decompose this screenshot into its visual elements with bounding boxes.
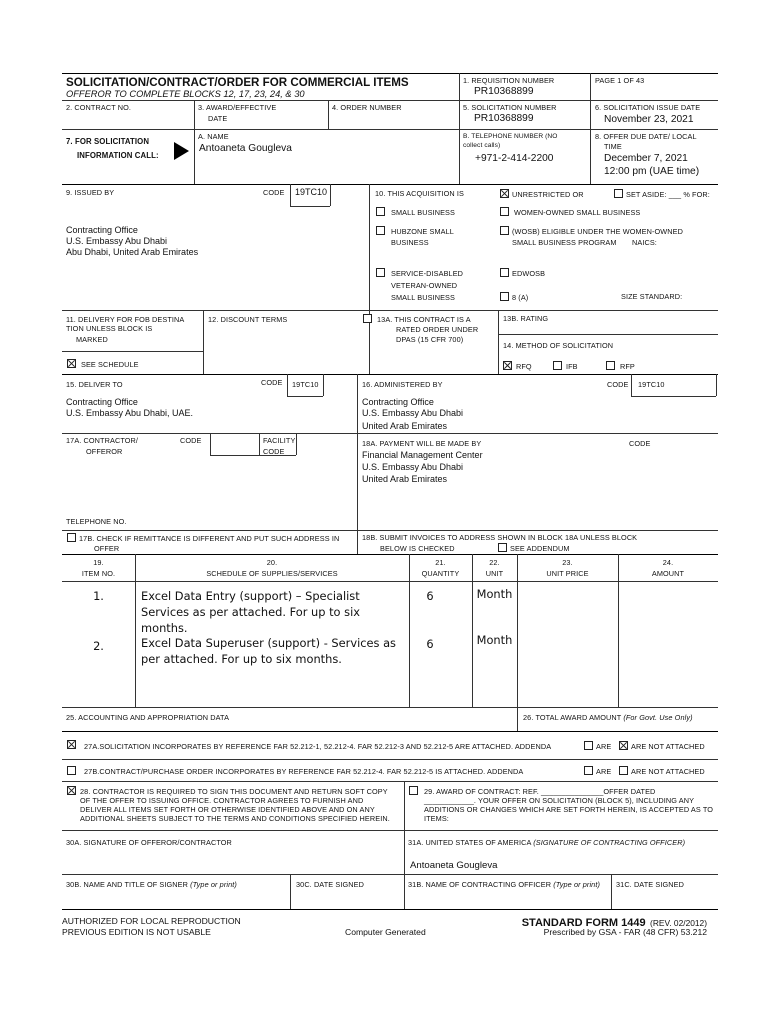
sdvosb-label-3: SMALL BUSINESS bbox=[391, 293, 455, 302]
wosb-label: WOMEN-OWNED SMALL BUSINESS bbox=[514, 208, 641, 217]
unrestricted-checkbox[interactable] bbox=[500, 189, 509, 198]
small-business-label: SMALL BUSINESS bbox=[391, 208, 455, 217]
signer-label: 30B. NAME AND TITLE OF SIGNER bbox=[66, 880, 188, 889]
item-description: Excel Data Entry (support) – Specialist Services as per attached. For up to six months. bbox=[141, 589, 360, 635]
item-quantity: 6 bbox=[426, 589, 434, 603]
29-line-2: ____________. YOUR OFFER ON SOLICITATION (BLOCK 5), INCLUDING ANY bbox=[424, 796, 695, 805]
wosb-eligible-label: (WOSB) ELIGIBLE UNDER THE WOMEN-OWNED bbox=[512, 227, 683, 236]
29-line-3: ADDITIONS OR CHANGES WHICH ARE SET FORTH HEREIN, IS ACCEPTED AS TO bbox=[424, 805, 714, 814]
col-amount: AMOUNT bbox=[651, 569, 685, 578]
delivery-fob-label: 11. DELIVERY FOR FOB DESTINA bbox=[66, 315, 185, 324]
28-line-1: 28. CONTRACTOR IS REQUIRED TO SIGN THIS DOCUMENT AND RETURN SOFT COPY bbox=[80, 787, 388, 796]
signer-note: (Type or print) bbox=[190, 880, 237, 889]
28-checkbox[interactable] bbox=[67, 786, 76, 795]
27b-are-not-checkbox[interactable] bbox=[619, 766, 628, 775]
col-schedule: SCHEDULE OF SUPPLIES/SERVICES bbox=[206, 569, 338, 578]
small-business-checkbox[interactable] bbox=[376, 207, 385, 216]
27b-are-label: ARE bbox=[596, 767, 612, 776]
contractor-code-label: CODE bbox=[180, 436, 202, 445]
rated-order-label-3: DPAS (15 CFR 700) bbox=[396, 335, 464, 344]
info-call-label: 7. FOR SOLICITATION bbox=[66, 137, 150, 146]
col-num-unit: 22. bbox=[489, 558, 500, 567]
29-line-1: 29. AWARD OF CONTRACT: REF. _______________OFFER DATED bbox=[424, 787, 656, 796]
col-num-quantity: 21. bbox=[435, 558, 446, 567]
facility-code-label-2: CODE bbox=[263, 447, 285, 456]
officer-name-label bbox=[408, 880, 600, 889]
contract-no-label: 2. CONTRACT NO. bbox=[66, 103, 132, 112]
rating-label: 13B. RATING bbox=[503, 314, 549, 323]
set-aside-label: SET ASIDE: ___ % FOR: bbox=[626, 190, 710, 199]
footer-auth: AUTHORIZED FOR LOCAL REPRODUCTION bbox=[62, 916, 241, 926]
27b-are-not-label: ARE NOT ATTACHED bbox=[631, 767, 705, 776]
issue-date-label: 6. SOLICITATION ISSUE DATE bbox=[595, 103, 701, 112]
footer-generated: Computer Generated bbox=[345, 927, 426, 937]
issued-by-line-3: Abu Dhabi, United Arab Emirates bbox=[66, 247, 199, 257]
due-date-label-2: TIME bbox=[604, 142, 622, 151]
usa-label: 31A. UNITED STATES OF AMERICA bbox=[408, 838, 532, 847]
administered-by-line-3: United Arab Emirates bbox=[362, 421, 448, 431]
hubzone-checkbox[interactable] bbox=[376, 226, 385, 235]
form-revision: (REV. 02/2012) bbox=[650, 918, 707, 928]
col-quantity: QUANTITY bbox=[421, 569, 460, 578]
27a-are-not-label: ARE NOT ATTACHED bbox=[631, 742, 705, 751]
hubzone-label: HUBZONE SMALL bbox=[391, 227, 454, 236]
col-num-schedule: 20. bbox=[266, 558, 278, 567]
solicitation-number-label: 5. SOLICITATION NUMBER bbox=[463, 103, 557, 112]
item-unit: Month bbox=[476, 587, 513, 601]
telephone-no-label: TELEPHONE NO. bbox=[66, 517, 127, 526]
rated-order-label-2: RATED ORDER UNDER bbox=[396, 325, 479, 334]
payment-label: 18A. PAYMENT WILL BE MADE BY bbox=[362, 439, 482, 448]
remittance-checkbox[interactable] bbox=[67, 533, 76, 542]
invoice-label: 18B. SUBMIT INVOICES TO ADDRESS SHOWN IN BLOCK 18A UNLESS BLOCK bbox=[362, 533, 638, 542]
footer-prev: PREVIOUS EDITION IS NOT USABLE bbox=[62, 927, 211, 937]
deliver-to-label: 15. DELIVER TO bbox=[66, 380, 123, 389]
footer-prescribed: Prescribed by GSA - FAR (48 CFR) 53.212 bbox=[543, 927, 707, 937]
telephone-label: B. TELEPHONE NUMBER (NO bbox=[463, 133, 558, 140]
administered-by-label: 16. ADMINISTERED BY bbox=[362, 380, 443, 389]
administered-by-code: 19TC10 bbox=[638, 380, 665, 389]
27b-label: 27B.CONTRACT/PURCHASE ORDER INCORPORATES BY REFERENCE FAR 52.212-4. FAR 52.212-5 IS ATTACHED. ADDENDA bbox=[84, 767, 524, 776]
see-schedule-checkbox[interactable] bbox=[67, 359, 76, 368]
col-unit-price: UNIT PRICE bbox=[546, 569, 589, 578]
see-schedule-label: SEE SCHEDULE bbox=[81, 360, 139, 369]
discount-terms-label: 12. DISCOUNT TERMS bbox=[208, 315, 288, 324]
27a-label: 27A.SOLICITATION INCORPORATES BY REFERENCE FAR 52.212-1, 52.212-4. FAR 52.212-3 AND 52.212-5 ARE ATTACHED. ADDENDA bbox=[84, 742, 552, 751]
telephone-value: +971-2-414-2200 bbox=[475, 153, 554, 164]
27a-are-not-checkbox[interactable] bbox=[619, 741, 628, 750]
issue-date-value: November 23, 2021 bbox=[604, 114, 694, 125]
award-date-label: 3. AWARD/EFFECTIVE bbox=[198, 103, 277, 112]
requisition-value: PR10368899 bbox=[474, 86, 534, 97]
eight-a-label: 8 (A) bbox=[512, 293, 529, 302]
size-standard-label: SIZE STANDARD: bbox=[621, 292, 683, 301]
item-description: Excel Data Superuser (support) - Services as per attached. For up to six months. bbox=[141, 636, 396, 666]
form-number: STANDARD FORM 1449 bbox=[521, 917, 646, 929]
form-title: SOLICITATION/CONTRACT/ORDER FOR COMMERCIAL ITEMS bbox=[66, 76, 409, 89]
col-unit: UNIT bbox=[485, 569, 504, 578]
solicitation-number-value: PR10368899 bbox=[474, 113, 534, 124]
27b-are-checkbox[interactable] bbox=[584, 766, 593, 775]
total-award-label bbox=[523, 713, 693, 722]
rfq-checkbox[interactable] bbox=[503, 361, 512, 370]
order-number-label: 4. ORDER NUMBER bbox=[332, 103, 402, 112]
offeror-date-label: 30C. DATE SIGNED bbox=[296, 880, 364, 889]
item-number: 2. bbox=[93, 639, 104, 653]
27a-are-label: ARE bbox=[596, 742, 612, 751]
item-unit: Month bbox=[476, 633, 513, 647]
wosb-eligible-checkbox[interactable] bbox=[500, 226, 509, 235]
29-checkbox[interactable] bbox=[409, 786, 418, 795]
payment-line-2: U.S. Embassy Abu Dhabi bbox=[362, 462, 464, 472]
payment-line-3: United Arab Emirates bbox=[362, 474, 448, 484]
facility-code-label: FACILITY bbox=[263, 436, 296, 445]
officer-note: (Type or print) bbox=[553, 880, 600, 889]
edwosb-checkbox[interactable] bbox=[500, 268, 509, 277]
item-number: 1. bbox=[93, 589, 104, 603]
deliver-to-line-1: Contracting Office bbox=[66, 397, 138, 407]
payment-code-label: CODE bbox=[629, 439, 651, 448]
item-quantity: 6 bbox=[426, 637, 434, 651]
rated-order-checkbox[interactable] bbox=[363, 314, 372, 323]
arrow-right-icon bbox=[174, 142, 189, 160]
telephone-label-2: collect calls) bbox=[463, 142, 501, 149]
naics-label: NAICS: bbox=[632, 238, 657, 247]
ifb-label: IFB bbox=[566, 362, 578, 371]
total-award-note: (For Govt. Use Only) bbox=[623, 713, 693, 722]
edwosb-label: EDWOSB bbox=[512, 269, 546, 278]
contact-name-label: A. NAME bbox=[198, 132, 229, 141]
deliver-to-code: 19TC10 bbox=[292, 380, 319, 389]
wosb-checkbox[interactable] bbox=[500, 207, 509, 216]
accounting-label: 25. ACCOUNTING AND APPROPRIATION DATA bbox=[66, 713, 230, 722]
deliver-to-code-label: CODE bbox=[261, 378, 283, 387]
due-date-value: December 7, 2021 bbox=[604, 153, 688, 164]
sdvosb-label: SERVICE-DISABLED bbox=[391, 269, 464, 278]
payment-line-1: Financial Management Center bbox=[362, 450, 483, 460]
issued-by-code: 19TC10 bbox=[295, 187, 328, 197]
officer-label: 31B. NAME OF CONTRACTING OFFICER bbox=[408, 880, 552, 889]
officer-date-label: 31C. DATE SIGNED bbox=[616, 880, 684, 889]
administered-by-line-2: U.S. Embassy Abu Dhabi bbox=[362, 408, 464, 418]
deliver-to-line-2: U.S. Embassy Abu Dhabi, UAE. bbox=[66, 408, 194, 418]
see-addendum-checkbox[interactable] bbox=[498, 543, 507, 552]
form-subtitle: OFFEROR TO COMPLETE BLOCKS 12, 17, 23, 24, & 30 bbox=[66, 89, 305, 99]
rated-order-label: 13A. THIS CONTRACT IS A bbox=[377, 315, 471, 324]
set-aside-checkbox[interactable] bbox=[614, 189, 623, 198]
remittance-label: 17B. CHECK IF REMITTANCE IS DIFFERENT AND PUT SUCH ADDRESS IN bbox=[79, 534, 340, 543]
28-line-3: DELIVER ALL ITEMS SET FORTH OR OTHERWISE IDENTIFIED ABOVE AND ON ANY bbox=[80, 805, 375, 814]
unrestricted-label: UNRESTRICTED OR bbox=[512, 190, 584, 199]
remittance-label-2: OFFER bbox=[94, 544, 120, 553]
requisition-label: 1. REQUISITION NUMBER bbox=[463, 76, 555, 85]
29-line-4: ITEMS: bbox=[424, 814, 449, 823]
28-line-4: ADDITIONAL SHEETS SUBJECT TO THE TERMS AND CONDITIONS SPECIFIED HEREIN. bbox=[80, 814, 390, 823]
administered-by-code-label: CODE bbox=[607, 380, 629, 389]
27a-are-checkbox[interactable] bbox=[584, 741, 593, 750]
delivery-fob-label-3: MARKED bbox=[76, 335, 108, 344]
col-num-item: 19. bbox=[93, 558, 104, 567]
offeror-signature-label: 30A. SIGNATURE OF OFFEROR/CONTRACTOR bbox=[66, 838, 232, 847]
rfp-label: RFP bbox=[620, 362, 635, 371]
hubzone-label-2: BUSINESS bbox=[391, 238, 429, 247]
contractor-label: 17A. CONTRACTOR/ bbox=[66, 436, 139, 445]
info-call-label-2: INFORMATION CALL: bbox=[77, 151, 159, 160]
method-label: 14. METHOD OF SOLICITATION bbox=[503, 341, 614, 350]
ifb-checkbox[interactable] bbox=[553, 361, 562, 370]
col-num-amount: 24. bbox=[662, 558, 674, 567]
rfp-checkbox[interactable] bbox=[606, 361, 615, 370]
sdvosb-checkbox[interactable] bbox=[376, 268, 385, 277]
due-time-value: 12:00 pm (UAE time) bbox=[604, 166, 700, 177]
invoice-label-2: BELOW IS CHECKED bbox=[380, 544, 455, 553]
officer-signature-name: Antoaneta Gougleva bbox=[410, 860, 498, 871]
total-award-text: 26. TOTAL AWARD AMOUNT bbox=[523, 713, 622, 722]
due-date-label: 8. OFFER DUE DATE/ LOCAL bbox=[595, 132, 697, 141]
issued-by-label: 9. ISSUED BY bbox=[66, 188, 115, 197]
sdvosb-label-2: VETERAN-OWNED bbox=[391, 281, 458, 290]
col-item-no: ITEM NO. bbox=[81, 569, 116, 578]
see-addendum-label: SEE ADDENDUM bbox=[510, 544, 570, 553]
issued-by-line-2: U.S. Embassy Abu Dhabi bbox=[66, 236, 168, 246]
administered-by-line-1: Contracting Office bbox=[362, 397, 434, 407]
27b-checkbox[interactable] bbox=[67, 766, 76, 775]
col-num-unit-price: 23. bbox=[562, 558, 573, 567]
officer-signature-label bbox=[408, 838, 685, 847]
usa-note: (SIGNATURE OF CONTRACTING OFFICER) bbox=[533, 838, 686, 847]
issued-by-code-label: CODE bbox=[263, 188, 285, 197]
eight-a-checkbox[interactable] bbox=[500, 292, 509, 301]
28-line-2: OF THE OFFER TO ISSUING OFFICE. CONTRACTOR AGREES TO FURNISH AND bbox=[80, 796, 364, 805]
contact-name-value: Antoaneta Gougleva bbox=[199, 143, 292, 154]
award-date-label-2: DATE bbox=[208, 114, 228, 123]
27a-checkbox[interactable] bbox=[67, 740, 76, 749]
page-count: PAGE 1 OF 43 bbox=[595, 76, 645, 85]
wosb-eligible-label-2: SMALL BUSINESS PROGRAM bbox=[512, 238, 617, 247]
delivery-fob-label-2: TION UNLESS BLOCK IS bbox=[66, 324, 153, 333]
contractor-label-2: OFFEROR bbox=[86, 447, 123, 456]
signer-name-label bbox=[66, 880, 237, 889]
acquisition-label: 10. THIS ACQUISITION IS bbox=[375, 189, 464, 198]
rfq-label: RFQ bbox=[516, 362, 532, 371]
issued-by-line-1: Contracting Office bbox=[66, 225, 138, 235]
